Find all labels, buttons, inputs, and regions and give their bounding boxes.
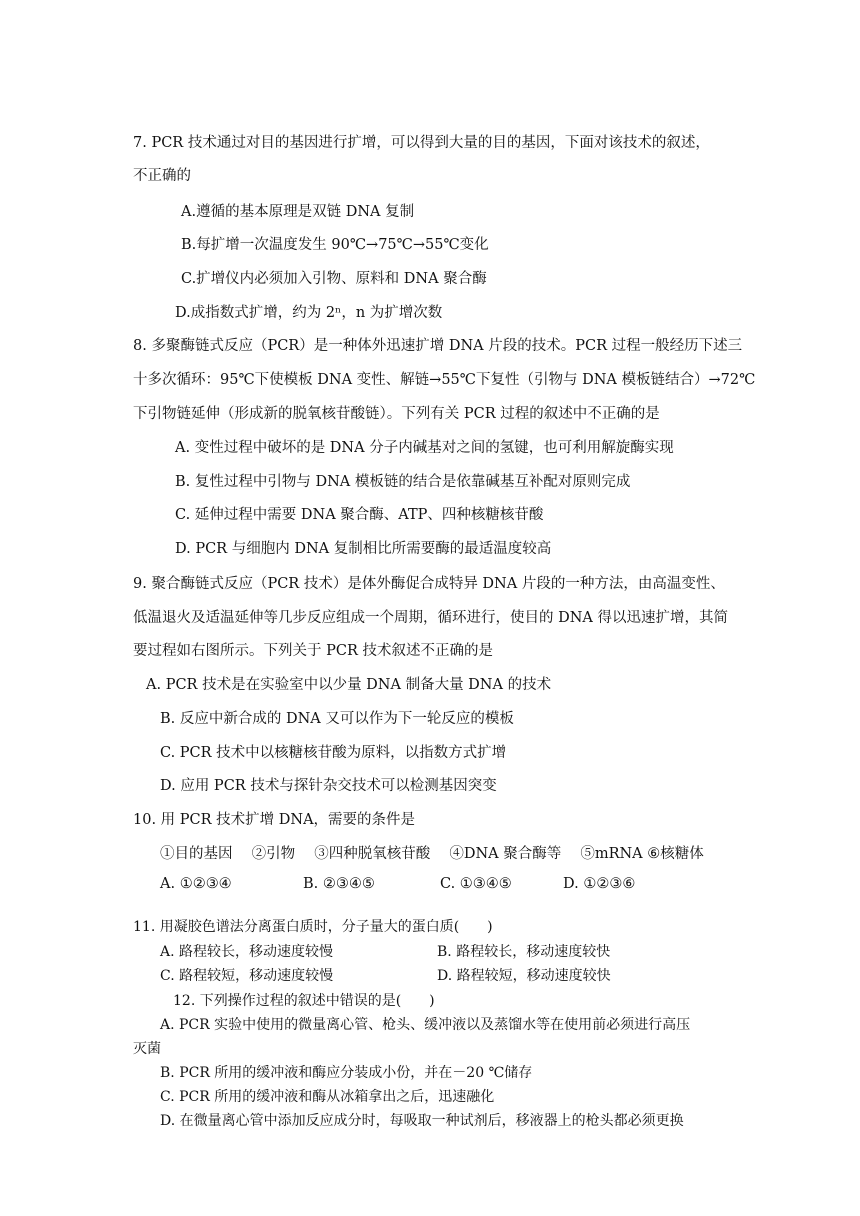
q7-option-b: B.每扩增一次温度发生 90℃→75℃→55℃变化 [181,237,489,253]
q10-option-d: D. ①②③⑥ [563,876,636,892]
q8-stem-line1: 8. 多聚酶链式反应（PCR）是一种体外迅速扩增 DNA 片段的技术。PCR 过程一般经历下述三 [133,338,743,354]
q12-option-a-line2: 灭菌 [133,1041,161,1057]
q9-stem-line2: 低温退火及适温延伸等几步反应组成一个周期，循环进行，使目的 DNA 得以迅速扩增，其简 [133,610,728,626]
q12-stem: 12. 下列操作过程的叙述中错误的是( ) [173,993,435,1009]
q12-option-d: D. 在微量离心管中添加反应成分时，每吸取一种试剂后，移液器上的枪头都必须更换 [160,1113,684,1129]
q12-option-c: C. PCR 所用的缓冲液和酶从冰箱拿出之后，迅速融化 [160,1089,495,1105]
q11-option-b: B. 路程较长，移动速度较快 [437,944,611,960]
q8-option-a: A. 变性过程中破坏的是 DNA 分子内碱基对之间的氢键，也可利用解旋酶实现 [175,440,674,456]
q7-option-d: D.成指数式扩增，约为 2ⁿ，n 为扩增次数 [175,305,443,321]
q8-stem-line2: 十多次循环：95℃下使模板 DNA 变性、解链→55℃下复性（引物与 DNA 模板链结合）→72℃ [133,372,756,388]
q10-option-c: C. ①③④⑤ [440,876,512,892]
q7-stem-line1: 7. PCR 技术通过对目的基因进行扩增，可以得到大量的目的基因，下面对该技术的叙述， [133,135,710,151]
q8-option-b: B. 复性过程中引物与 DNA 模板链的结合是依靠碱基互补配对原则完成 [175,474,631,490]
q9-option-b: B. 反应中新合成的 DNA 又可以作为下一轮反应的模板 [160,711,514,727]
q7-option-a: A.遵循的基本原理是双链 DNA 复制 [181,204,415,220]
q10-option-b: B. ②③④⑤ [303,876,375,892]
q9-option-a: A. PCR 技术是在实验室中以少量 DNA 制备大量 DNA 的技术 [146,677,552,693]
q8-option-d: D. PCR 与细胞内 DNA 复制相比所需要酶的最适温度较高 [175,541,552,557]
q8-option-c: C. 延伸过程中需要 DNA 聚合酶、ATP、四种核糖核苷酸 [175,507,544,523]
q11-stem: 11. 用凝胶色谱法分离蛋白质时，分子量大的蛋白质( ) [133,919,493,935]
q8-stem-line3: 下引物链延伸（形成新的脱氧核苷酸链）。下列有关 PCR 过程的叙述中不正确的是 [133,406,660,422]
q10-stem: 10. 用 PCR 技术扩增 DNA，需要的条件是 [133,812,416,828]
q9-stem-line3: 要过程如右图所示。下列关于 PCR 技术叙述不正确的是 [133,643,493,659]
q7-option-c: C.扩增仪内必须加入引物、原料和 DNA 聚合酶 [181,271,487,287]
q11-option-c: C. 路程较短，移动速度较慢 [160,968,334,984]
q9-option-d: D. 应用 PCR 技术与探针杂交技术可以检测基因突变 [160,778,497,794]
q7-stem-line2: 不正确的 [133,168,191,184]
q11-option-d: D. 路程较短，移动速度较快 [437,968,611,984]
q10-items: ①目的基因 ②引物 ③四种脱氧核苷酸 ④DNA 聚合酶等 ⑤mRNA ⑥核糖体 [160,846,704,862]
q10-option-a: A. ①②③④ [160,876,232,892]
q11-option-a: A. 路程较长，移动速度较慢 [160,944,334,960]
q12-option-a-line1: A. PCR 实验中使用的微量离心管、枪头、缓冲液以及蒸馏水等在使用前必须进行高压 [160,1017,691,1033]
q12-option-b: B. PCR 所用的缓冲液和酶应分装成小份，并在－20 ℃储存 [160,1065,533,1081]
q9-option-c: C. PCR 技术中以核糖核苷酸为原料，以指数方式扩增 [160,745,507,761]
q9-stem-line1: 9. 聚合酶链式反应（PCR 技术）是体外酶促合成特异 DNA 片段的一种方法，由高温变性、 [133,576,725,592]
